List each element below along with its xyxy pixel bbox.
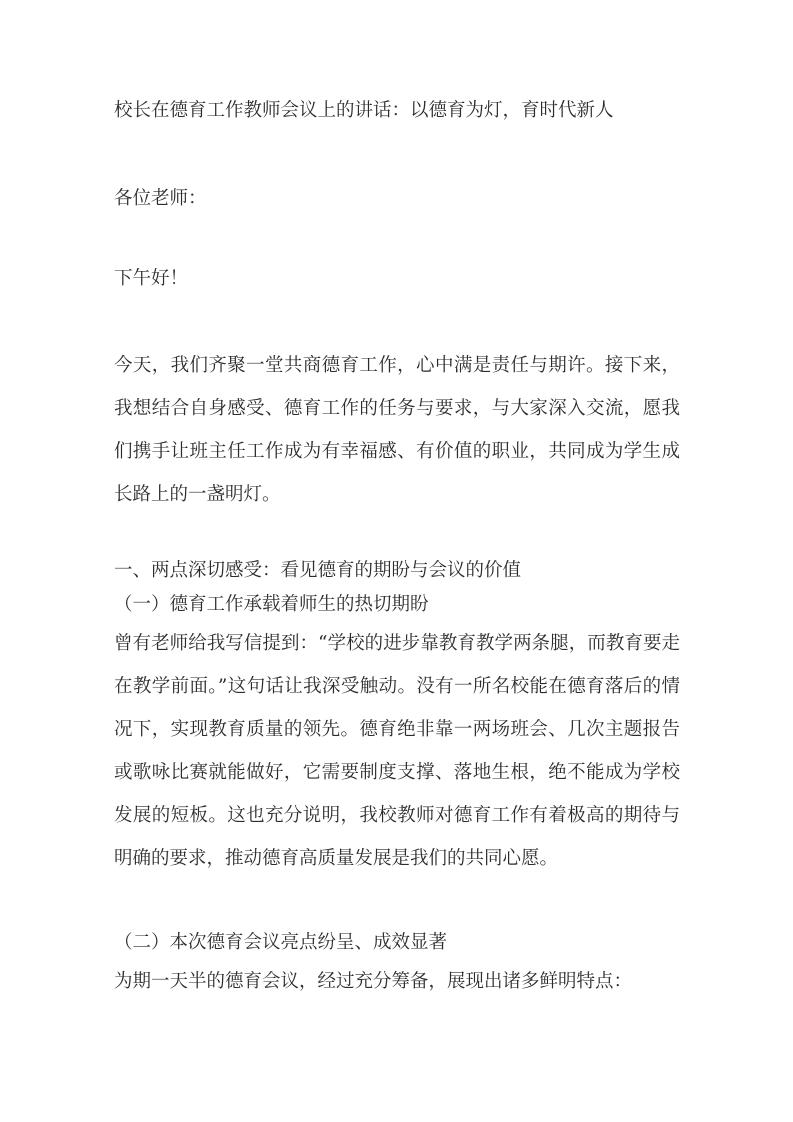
spacer-before-section-one [114,516,680,554]
document-title: 校长在德育工作教师会议上的讲话：以德育为灯，育时代新人 [114,100,614,121]
subsection-one-body: 曾有老师给我写信提到：“学校的进步靠教育教学两条腿，而教育要走在教学前面。”这句话让我深受触动。没有一所名校能在德育落后的情况下，实现教育质量的领先。德育绝非靠一两场班会、几次主题报告或歌咏比赛就能做好，它需要制度支撑、落地生根，绝不能成为学校发展的短板。这也充分说明，我校教师对德育工作有着极高的期待与明确的要求，推动德育高质量发展是我们的共同心愿。 [114,633,680,869]
subsection-two-body: 为期一天半的德育会议，经过充分筹备，展现出诸多鲜明特点： [114,971,633,992]
opening-paragraph: 今天，我们齐聚一堂共商德育工作，心中满是责任与期许。接下来，我想结合自身感受、德育工作的任务与要求，与大家深入交流，愿我们携手让班主任工作成为有幸福感、有价值的职业，共同成为学生成长路上的一盏明灯。 [114,355,680,505]
subsection-two-heading: （二）本次德育会议亮点纷呈、成效显著 [114,932,448,953]
spacer-after-title [114,126,680,184]
greeting: 下午好！ [114,268,189,289]
section-one-heading: 一、两点深切感受：看见德育的期盼与会议的价值 [114,560,522,581]
spacer-after-greeting [114,294,680,344]
spacer-after-salutation [114,214,680,264]
salutation: 各位老师： [114,188,207,209]
document-body [114,96,680,1003]
spacer-before-subsection-two [114,880,680,926]
subsection-one-heading: （一）德育工作承载着师生的热切期盼 [114,594,429,615]
